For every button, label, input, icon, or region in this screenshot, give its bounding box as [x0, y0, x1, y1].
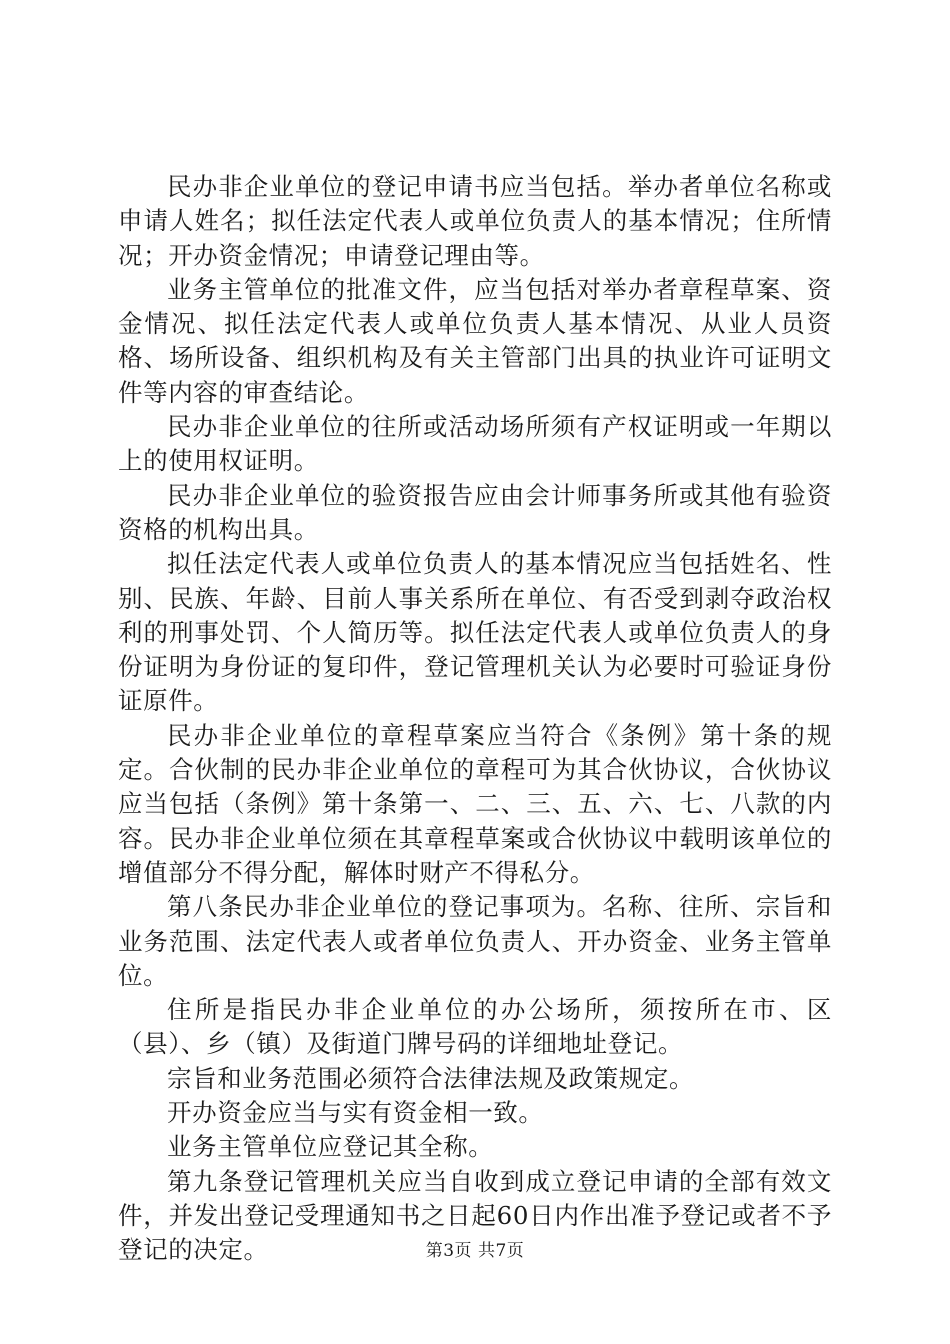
- paragraph: 第九条登记管理机关应当自收到成立登记申请的全部有效文件，并发出登记受理通知书之日起60日内作出准予登记或者不予登记的决定。: [118, 1166, 832, 1265]
- paragraph: 第八条民办非企业单位的登记事项为。名称、往所、宗旨和业务范围、法定代表人或者单位负责人、开办资金、业务主管单位。: [118, 892, 832, 990]
- paragraph: 民办非企业单位的验资报告应由会计师事务所或其他有验资资格的机构出具。: [118, 480, 832, 544]
- document-body: [118, 170, 832, 1268]
- paragraph: 住所是指民办非企业单位的办公场所，须按所在市、区（县）、乡（镇）及街道门牌号码的详细地址登记。: [118, 995, 832, 1059]
- paragraph: 业务主管单位应登记其全称。: [167, 1132, 494, 1162]
- paragraph: 拟任法定代表人或单位负责人的基本情况应当包括姓名、性别、民族、年龄、目前人事关系所在单位、有否受到剥夺政治权利的刑事处罚、个人简历等。拟任法定代表人或单位负责人的身份证明为身份证的复印件，登记管理机关认为必要时可验证身份证原件。: [118, 549, 832, 716]
- paragraph: 宗旨和业务范围必须符合法律法规及政策规定。: [167, 1063, 695, 1093]
- page-number-footer: 第3页 共7页: [425, 1241, 525, 1261]
- paragraph: 民办非企业单位的往所或活动场所须有产权证明或一年期以上的使用权证明。: [118, 412, 832, 476]
- paragraph: 民办非企业单位的登记申请书应当包括。举办者单位名称或申请人姓名；拟任法定代表人或单位负责人的基本情况；住所情况；开办资金情况；申请登记理由等。: [118, 172, 832, 270]
- paragraph: 民办非企业单位的章程草案应当符合《条例》第十条的规定。合伙制的民办非企业单位的章程可为其合伙协议，合伙协议应当包括（条例》第十条第一、二、三、五、六、七、八款的内容。民办非企业单位须在其章程草案或合伙协议中载明该单位的增值部分不得分配，解体时财产不得私分。: [118, 720, 832, 887]
- paragraph: 开办资金应当与实有资金相一致。: [167, 1098, 544, 1128]
- paragraph: 业务主管单位的批准文件，应当包括对举办者章程草案、资金情况、拟任法定代表人或单位负责人基本情况、从业人员资格、场所设备、组织机构及有关主管部门出具的执业许可证明文件等内容的审查结论。: [118, 274, 832, 407]
